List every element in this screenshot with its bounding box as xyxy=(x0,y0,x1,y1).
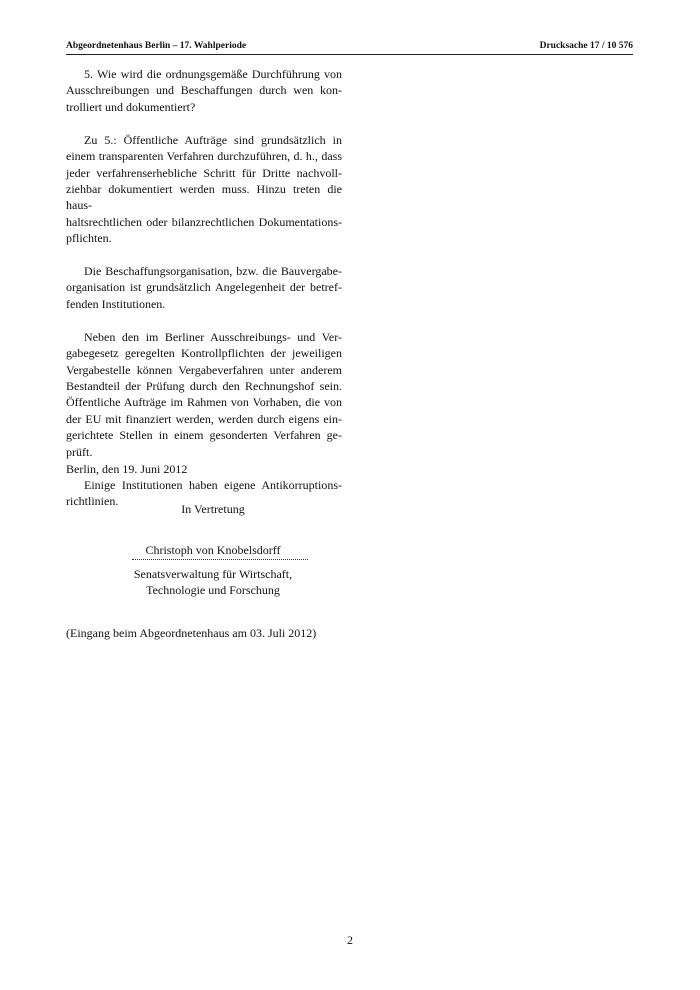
text-line: fenden Institutionen. xyxy=(66,296,166,311)
text-line: organisation ist grundsätzlich Angelegenheit der betref- xyxy=(66,280,342,295)
signature-dotted-line xyxy=(132,559,308,560)
text-line: Bestandteil der Prüfung durch den Rechnungshof sein. xyxy=(66,379,342,393)
body-column xyxy=(66,66,342,526)
in-vertretung-label: In Vertretung xyxy=(181,502,245,516)
text-line: Ausschreibungen und Beschaffungen durch wen kon- xyxy=(66,83,342,98)
text-line: pflichten. xyxy=(66,231,112,246)
authority-line-1: Senatsverwaltung für Wirtschaft, xyxy=(133,567,293,581)
signatory-name: Christoph von Knobelsdorff xyxy=(145,543,281,557)
header-document-number: Drucksache 17 / 10 576 xyxy=(539,41,633,51)
text-line: gerichtete Stellen in einem gesonderten Verfahren ge- xyxy=(66,428,342,443)
control-duties-paragraph xyxy=(66,329,342,460)
text-line: ziehbar dokumentiert werden muss. Hinzu treten die haus- xyxy=(66,181,342,213)
text-line: trolliert und dokumentiert? xyxy=(66,99,196,114)
header-rule xyxy=(66,54,633,55)
receipt-note: (Eingang beim Abgeordnetenhaus am 03. Juli 2012) xyxy=(66,626,317,640)
text-line: gabegesetz geregelten Kontrollpflichten der jeweiligen xyxy=(66,346,342,361)
header-parliament-label: Abgeordnetenhaus Berlin – 17. Wahlperiode xyxy=(66,41,247,51)
running-header xyxy=(66,41,633,51)
text-line: einem transparenten Verfahren durchzuführen, d. h., dass xyxy=(66,149,342,164)
text-line: Einige Institutionen haben eigene Antikorruptions- xyxy=(84,477,342,492)
text-line: der EU mit finanziert werden, werden durch eigens ein- xyxy=(66,411,342,426)
text-line: richtlinien. xyxy=(66,493,119,508)
question-5-paragraph xyxy=(66,66,342,115)
authority-line-2: Technologie und Forschung xyxy=(146,583,280,597)
text-line: Zu 5.: Öffentliche Aufträge sind grundsätzlich in xyxy=(84,132,342,147)
text-line: Öffentliche Aufträge im Rahmen von Vorhaben, die von xyxy=(66,395,342,410)
text-line: Die Beschaffungsorganisation, bzw. die Bauvergabe- xyxy=(84,264,342,279)
text-line: 5. Wie wird die ordnungsgemäße Durchführung von xyxy=(84,67,342,81)
page-number: 2 xyxy=(347,933,353,947)
place-and-date: Berlin, den 19. Juni 2012 xyxy=(66,462,188,476)
text-line: Vergabestelle können Vergabeverfahren unter anderem xyxy=(66,362,342,377)
text-line: prüft. xyxy=(66,444,93,459)
organisation-paragraph xyxy=(66,263,342,312)
text-line: haltsrechtlichen oder bilanzrechtlichen Dokumentations- xyxy=(66,214,342,229)
text-line: jeder verfahrenserhebliche Schritt für Dritte nachvoll- xyxy=(66,165,342,180)
answer-5-paragraph xyxy=(66,132,342,247)
text-line: Neben den im Berliner Ausschreibungs- und Ver- xyxy=(84,329,342,344)
